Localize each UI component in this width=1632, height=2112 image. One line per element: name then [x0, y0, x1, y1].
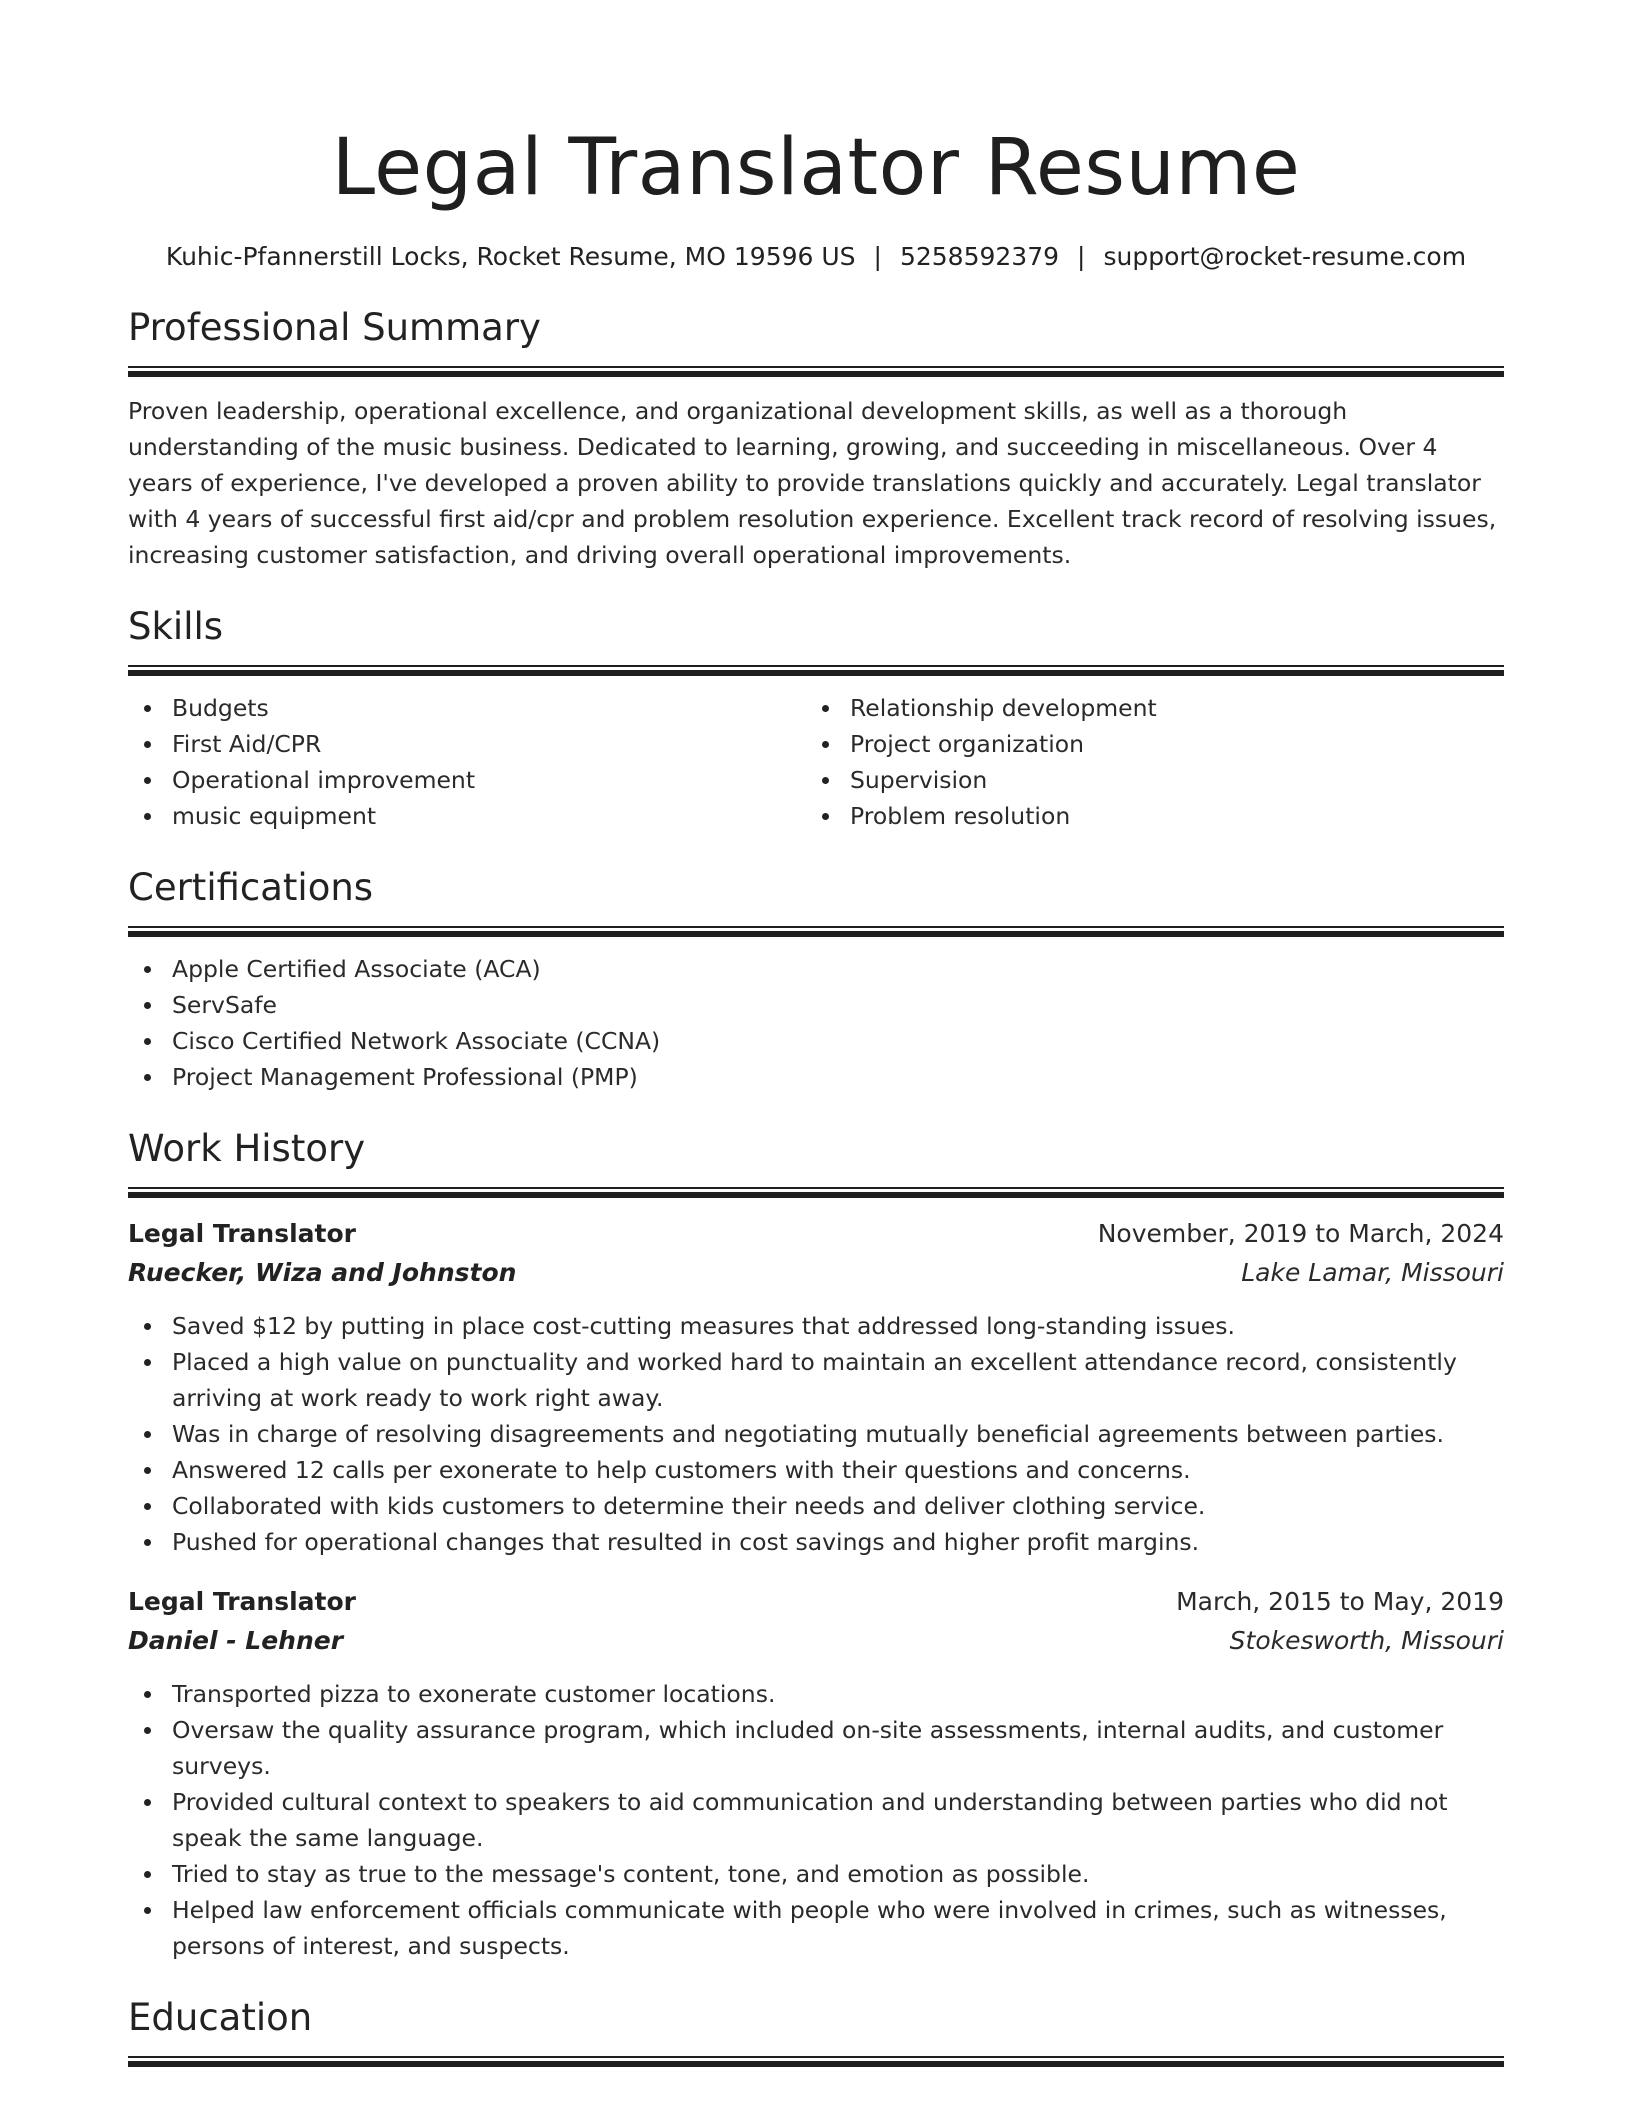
skills-list-left — [128, 690, 806, 834]
job-dates: March, 2015 to May, 2019 — [1176, 1587, 1504, 1616]
job-company: Ruecker, Wiza and Johnston — [128, 1258, 517, 1287]
section-divider — [128, 665, 1504, 676]
job-bullet: Collaborated with kids customers to determine their needs and deliver clothing service. — [128, 1488, 1504, 1524]
job-bullet: Pushed for operational changes that resulted in cost savings and higher profit margins. — [128, 1524, 1504, 1560]
summary-section — [128, 304, 1504, 573]
job-subheader-row — [128, 1621, 1504, 1660]
section-divider — [128, 366, 1504, 377]
skill-item: Relationship development — [806, 690, 1484, 726]
job-bullet: Helped law enforcement officials communicate with people who were involved in crimes, such as witnesses, persons of interest, and suspects. — [128, 1892, 1504, 1964]
skills-section — [128, 603, 1504, 834]
contact-email: support@rocket-resume.com — [1103, 242, 1467, 271]
job-title: Legal Translator — [128, 1587, 357, 1616]
skills-list-right — [806, 690, 1484, 834]
skill-item: Supervision — [806, 762, 1484, 798]
job-subheader-row — [128, 1253, 1504, 1292]
section-heading-skills: Skills — [128, 605, 224, 648]
job-bullets — [128, 1308, 1504, 1560]
certifications-section — [128, 864, 1504, 1095]
job-title: Legal Translator — [128, 1219, 357, 1248]
skills-grid — [128, 676, 1504, 834]
summary-text: Proven leadership, operational excellence, and organizational development skills, as well as a thorough understanding of the music business. Dedicated to learning, growing, and succeeding in miscellaneous. Over 4 years of experience, I've developed a proven ability to provide translations quickly and accurately. Legal translator with 4 years of successful first aid/cpr and problem resolution experience. Excellent track record of resolving issues, increasing customer satisfaction, and driving overall operational improvements. — [128, 397, 1497, 569]
work-history-section — [128, 1125, 1504, 1964]
section-divider — [128, 926, 1504, 937]
contact-separator: | — [1077, 242, 1086, 271]
contact-address: Kuhic-Pfannerstill Locks, Rocket Resume, MO 19596 US — [165, 242, 856, 271]
job-entry — [128, 1214, 1504, 1560]
job-bullet: Saved $12 by putting in place cost-cutting measures that addressed long-standing issues. — [128, 1308, 1504, 1344]
job-entry — [128, 1582, 1504, 1964]
job-bullet: Placed a high value on punctuality and worked hard to maintain an excellent attendance record, consistently arriving at work ready to work right away. — [128, 1344, 1504, 1416]
certification-item: Project Management Professional (PMP) — [128, 1059, 1504, 1095]
job-bullet: Transported pizza to exonerate customer locations. — [128, 1676, 1504, 1712]
job-location: Lake Lamar, Missouri — [1241, 1258, 1504, 1287]
section-heading-education: Education — [128, 1996, 313, 2039]
skill-item: First Aid/CPR — [128, 726, 806, 762]
section-heading-certifications: Certifications — [128, 866, 374, 909]
job-bullet: Provided cultural context to speakers to aid communication and understanding between parties who did not speak the same language. — [128, 1784, 1504, 1856]
contact-line — [128, 240, 1504, 274]
section-heading-summary: Professional Summary — [128, 306, 541, 349]
job-header-row — [128, 1582, 1504, 1621]
skill-item: Problem resolution — [806, 798, 1484, 834]
job-bullet: Tried to stay as true to the message's content, tone, and emotion as possible. — [128, 1856, 1504, 1892]
certification-item: ServSafe — [128, 987, 1504, 1023]
certification-item: Apple Certified Associate (ACA) — [128, 951, 1504, 987]
job-bullet: Oversaw the quality assurance program, which included on-site assessments, internal audits, and customer surveys. — [128, 1712, 1504, 1784]
contact-separator: | — [873, 242, 882, 271]
job-dates: November, 2019 to March, 2024 — [1097, 1219, 1504, 1248]
job-bullet: Answered 12 calls per exonerate to help customers with their questions and concerns. — [128, 1452, 1504, 1488]
resume-page — [128, 0, 1504, 2067]
section-divider — [128, 2056, 1504, 2067]
skill-item: music equipment — [128, 798, 806, 834]
section-divider — [128, 1187, 1504, 1198]
education-section — [128, 1994, 1504, 2067]
certification-item: Cisco Certified Network Associate (CCNA) — [128, 1023, 1504, 1059]
section-heading-work-history: Work History — [128, 1127, 366, 1170]
skill-item: Budgets — [128, 690, 806, 726]
job-location: Stokesworth, Missouri — [1229, 1626, 1504, 1655]
skill-item: Project organization — [806, 726, 1484, 762]
job-bullets — [128, 1676, 1504, 1964]
job-bullet: Was in charge of resolving disagreements and negotiating mutually beneficial agreements between parties. — [128, 1416, 1504, 1452]
skill-item: Operational improvement — [128, 762, 806, 798]
certifications-list — [128, 951, 1504, 1095]
job-company: Daniel - Lehner — [128, 1626, 344, 1655]
contact-phone: 5258592379 — [899, 242, 1060, 271]
resume-title: Legal Translator Resume — [331, 123, 1301, 213]
job-header-row — [128, 1214, 1504, 1253]
